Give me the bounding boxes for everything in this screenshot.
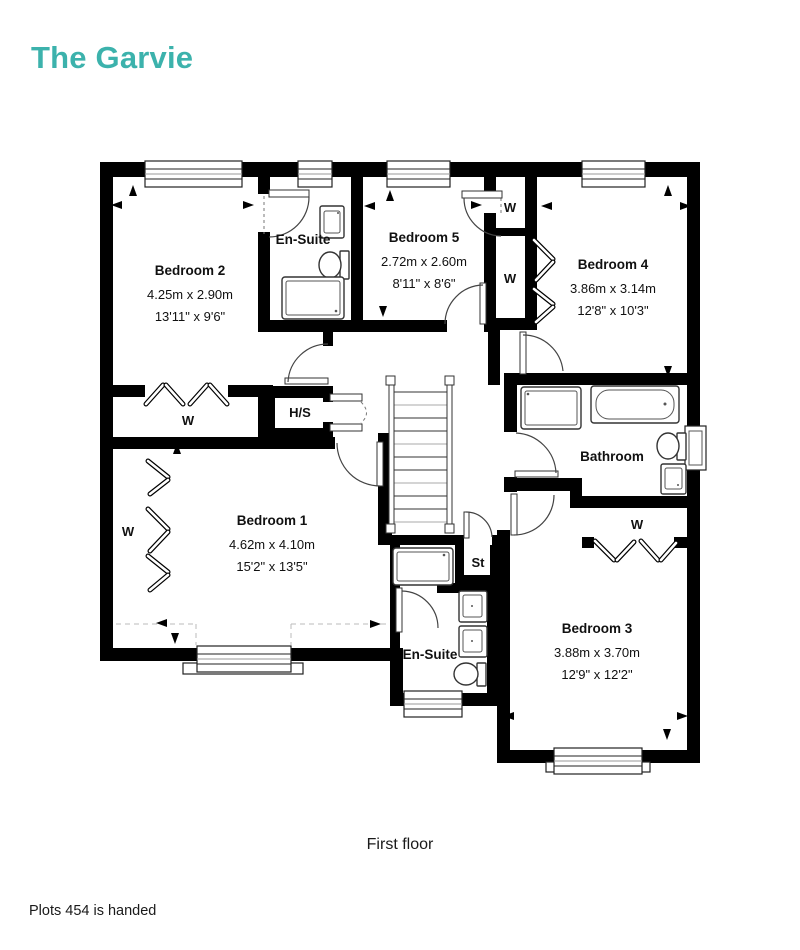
door-ensuite-top [264,190,309,237]
room-dim-imperial: 12'8" x 10'3" [577,303,649,318]
dashed-guides [116,624,388,645]
room-label: Bedroom 3 [561,621,633,636]
room-label: En-Suite [275,232,331,247]
ensuite-bottom-sink-2 [459,626,487,657]
room-label: Bedroom 2 [154,263,226,278]
room-label: En-Suite [402,647,458,662]
window-bedroom1 [183,646,303,674]
wardrobe-label-4: W [121,524,135,539]
ensuite-bottom-shower [393,548,453,585]
ensuite-top-toilet [319,251,349,279]
room-dim-metric: 4.25m x 2.90m [147,287,233,302]
room-dim-metric: 3.86m x 3.14m [570,281,656,296]
hs-label: H/S [289,405,311,420]
room-dim-imperial: 15'2" x 13'5" [236,559,308,574]
radiator-panel [685,426,706,470]
room-dim-imperial: 8'11" x 8'6" [392,276,456,291]
room-label: Bedroom 4 [577,257,649,272]
wardrobe-label-5: W [630,517,644,532]
room-label: Bathroom [580,449,644,464]
room-dim-imperial: 12'9" x 12'2" [561,667,633,682]
room-dim-metric: 3.88m x 3.70m [554,645,640,660]
door-bathroom [515,433,558,477]
window-bedroom4 [582,161,645,187]
ensuite-bottom-toilet [454,663,486,686]
bathroom-toilet [657,433,686,460]
room-dim-metric: 4.62m x 4.10m [229,537,315,552]
store-label: St [471,555,485,570]
room-dim-imperial: 13'11" x 9'6" [154,309,226,324]
ensuite-bottom-sink-1 [459,591,487,622]
wardrobe-label-2: W [503,271,517,286]
room-ensuite-top [276,232,331,247]
wardrobe-bifold-bedroom1 [148,461,168,590]
room-bedroom-5 [381,230,467,291]
door-bedroom4 [520,332,563,374]
window-ensuite-top [298,161,332,187]
door-bedroom2 [285,344,328,384]
room-label: Bedroom 1 [236,513,308,528]
bathroom-bath [591,386,679,423]
wardrobe-label-3: W [181,413,195,428]
door-bedroom3 [511,494,554,535]
window-bedroom5 [387,161,450,187]
room-dim-metric: 2.72m x 2.60m [381,254,467,269]
windows [145,161,706,774]
door-hs-double [330,394,367,431]
room-bedroom-1 [229,513,315,574]
room-bedroom-4 [570,257,656,318]
window-ensuite-bottom [404,691,462,717]
room-bathroom [580,449,644,464]
staircase [386,376,454,533]
plot-footnote: Plots 454 is handed [29,903,157,919]
room-bedroom-3 [554,621,640,682]
bathroom-sink [661,464,686,494]
room-bedroom-2 [147,263,233,324]
wardrobe-label-1: W [503,200,517,215]
floor-caption: First floor [366,836,434,853]
ensuite-top-shower [282,277,344,319]
bathroom-shower [521,387,581,429]
room-label: Bedroom 5 [388,230,460,245]
room-ensuite-bottom [403,647,458,662]
window-bedroom2 [145,161,242,187]
page-title: The Garvie [31,40,194,75]
door-store [464,512,492,538]
door-bedroom1 [337,442,383,486]
window-bedroom3 [546,748,650,774]
wardrobe-bifold-bedroom3 [595,541,676,560]
wardrobe-bifold-below-bedroom2 [146,385,227,404]
door-ensuite-bottom [396,588,438,632]
